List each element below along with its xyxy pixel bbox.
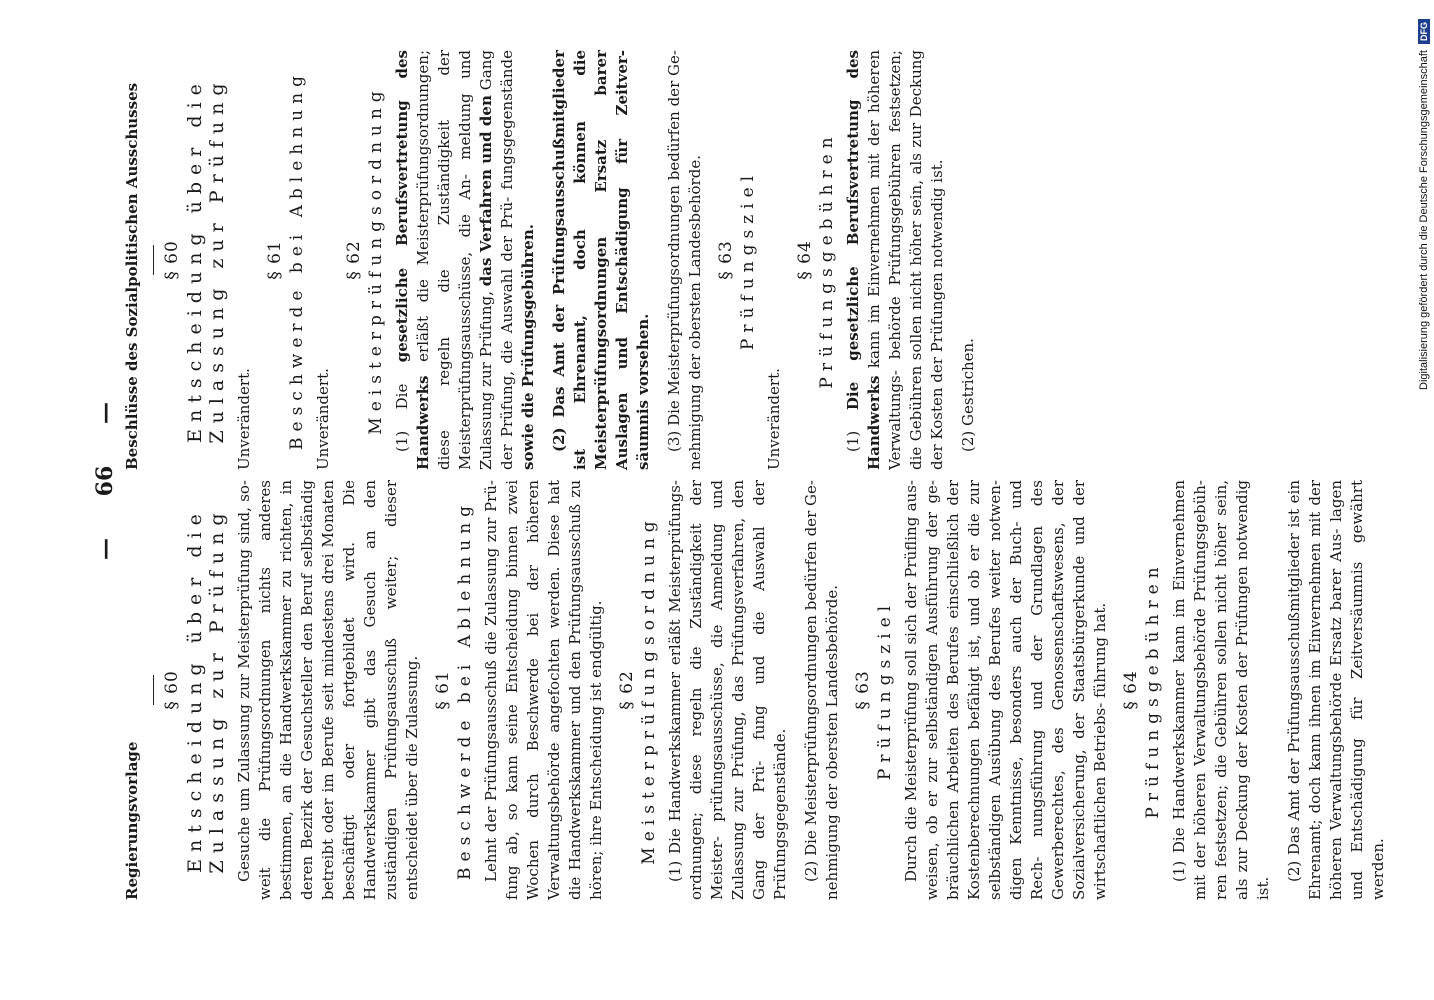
left-section-63-body: Durch die Meisterprüfung soll sich der Prüfling aus- weisen, ob er zur selbständigen Ausführung der ge- bräuchlichen Arbeiten des Berufes einschließlich der Kostenberechnungen befähigt ist, und ob er die zur selbständigen Ausübung des Berufes weiter notwen- digen Kenntnisse, besonders auch der Buch- und Rech- nungsführung und der Grundlagen des Gewerberechtes, des Genossenschaftswesens, der Sozialversicherung, der Staatsbürgerkunde und der wirtschaftlichen Betriebs- führung hat. bbox=[902, 480, 1109, 900]
right-section-62-title: Meisterprüfungsordnung bbox=[366, 85, 386, 435]
right-section-60-number: § 60 bbox=[162, 240, 182, 280]
bold-text-run: das Verfahren und den bbox=[477, 95, 495, 287]
divider bbox=[153, 245, 154, 275]
left-section-61-body: Lehnt der Prüfungsausschuß die Zulassung zur Prü- fung ab, so kann seine Entscheidung binnen zwei Wochen durch Beschwerde bei der höheren Verwaltungsbehörde angefochten werden. Diese hat die Handwerkskammer und den Prüfungsausschuß zu hören; ihre Entscheidung ist endgültig. bbox=[482, 480, 605, 900]
left-section-62-para-1: (1) Die Handwerkskammer erläßt Meisterprüfungs- ordnungen; diese regeln die Zuständigkeit der Meister- prüfungsausschüsse, die Anmeldung und Zulassung zur Prüfung, das Prüfungsverfahren, den Gang der Prü- fung und die Auswahl der Prüfungsgegenstände. bbox=[666, 480, 789, 900]
left-section-64-para-1: (1) Die Handwerkskammer kann im Einvernehmen mit der höheren Verwaltungsbehörde Prüfungsgebüh- ren festsetzen; die Gebühren sollen nicht höher sein, als zur Deckung der Kosten der Prüfungen notwendig ist. bbox=[1170, 480, 1272, 900]
left-section-61-title: Beschwerde bei Ablehnung bbox=[455, 500, 475, 880]
text-run: (1) Die bbox=[393, 362, 411, 452]
bold-text-run: sowie die Prüfungsgebühren. bbox=[519, 224, 537, 470]
dash-right: — bbox=[92, 402, 118, 425]
right-section-62-para-1 bbox=[392, 50, 539, 470]
left-section-60-body: Gesuche um Zulassung zur Meisterprüfung sind, so- weit die Prüfungsordnungen nichts anderes bestimmen, an die Handwerkskammer zu richten, in deren Bezirk der Gesuchsteller den Beruf selbständig betreibt oder im Berufe seit mindestens drei Monaten beschäftigt oder fortgebildet wird. Die Handwerkskammer gibt das Gesuch an den zuständigen Prüfungsausschuß weiter; dieser entscheidet über die Zulassung. bbox=[235, 480, 421, 900]
right-column-header: Beschlüsse des Sozialpolitischen Ausschusses bbox=[123, 82, 141, 470]
left-section-63-number: § 63 bbox=[853, 670, 873, 710]
right-section-64-para-2: (2) Gestrichen. bbox=[959, 338, 977, 452]
right-section-63-title: Prüfungsziel bbox=[738, 169, 758, 351]
right-section-61-body: Unverändert. bbox=[314, 368, 332, 470]
bold-text-run: Die gesetzliche Berufsvertretung des Handwerks bbox=[844, 50, 883, 470]
right-section-62-para-3: (3) Die Meisterprüfungsordnungen bedürfen der Ge- nehmigung der obersten Landesbehörde. bbox=[665, 50, 704, 470]
text-run: kann im Einvernehmen mit der höheren Verwaltungs- behörde Prüfungsgebühren festsetzen; die Gebühren sollen nicht höher sein, als zur Deckung der Kosten der Prüfungen notwendig ist. bbox=[865, 50, 946, 470]
dash-left: — bbox=[92, 538, 118, 560]
text-run: erläßt die Meisterprüfungsordnungen; diese regeln die Zuständigkeit der Meisterprüfungsausschüsse, die An- meldung und Zulassung zur Prüfung, bbox=[414, 50, 495, 470]
page-number-line bbox=[92, 402, 118, 560]
left-section-60-title: Entscheidung über die Zulassung zur Prüfung bbox=[184, 506, 228, 874]
right-section-63-body: Unverändert. bbox=[765, 368, 783, 470]
divider bbox=[153, 675, 154, 705]
right-section-61-number: § 61 bbox=[265, 240, 285, 280]
right-section-62-number: § 62 bbox=[344, 240, 364, 280]
page-number: 66 bbox=[92, 465, 118, 497]
text-run: Gang der Prüfung, die Auswahl der Prü- fungsgegenstände bbox=[477, 50, 516, 470]
right-section-60-title: Entscheidung über die Zulassung zur Prüfung bbox=[184, 76, 228, 444]
right-section-61-title: Beschwerde bei Ablehnung bbox=[287, 70, 307, 450]
right-section-64-para-1 bbox=[843, 50, 948, 470]
right-section-63-number: § 63 bbox=[716, 240, 736, 280]
dfg-logo: DFG bbox=[1418, 19, 1430, 44]
right-section-62-para-2: (2) Das Amt der Prüfungsausschußmitglieder ist Ehrenamt, doch können die Meisterprüfungsordnungen Ersatz barer Auslagen und Entschädigung für Zeitver- säumnis vorsehen. bbox=[550, 50, 652, 470]
bold-text-run: gesetzliche Berufsvertretung des Handwerks bbox=[393, 49, 432, 470]
left-section-64-number: § 64 bbox=[1121, 670, 1141, 710]
left-section-64-para-2: (2) Das Amt der Prüfungsausschußmitglieder ist ein Ehrenamt; doch kann ihnen im Einvernehmen mit der höheren Verwaltungsbehörde Ersatz barer Aus- lagen und Entschädigung für Zeitversäumnis gewährt werden. bbox=[1285, 480, 1387, 900]
left-section-63-title: Prüfungsziel bbox=[875, 599, 895, 781]
text-run: (1) bbox=[844, 410, 862, 452]
left-section-64-title: Prüfungsgebühren bbox=[1143, 561, 1163, 819]
left-column-header: Regierungsvorlage bbox=[123, 741, 141, 900]
left-section-61-number: § 61 bbox=[433, 670, 453, 710]
left-column bbox=[122, 480, 1399, 900]
left-section-62-para-2: (2) Die Meisterprüfungsordnungen bedürfen der Ge- nehmigung der obersten Landesbehörde. bbox=[802, 480, 841, 900]
right-section-64-number: § 64 bbox=[795, 240, 815, 280]
dfg-credit-text: Digitalisierung gefördert durch die Deutsche Forschungsgemeinschaft bbox=[1418, 50, 1430, 390]
left-section-62-number: § 62 bbox=[617, 670, 637, 710]
left-section-60-number: § 60 bbox=[162, 670, 182, 710]
right-column bbox=[122, 50, 989, 470]
right-section-64-title: Prüfungsgebühren bbox=[817, 131, 837, 389]
right-section-60-body: Unverändert. bbox=[235, 368, 253, 470]
left-section-62-title: Meisterprüfungsordnung bbox=[639, 515, 659, 865]
dfg-credit bbox=[1418, 19, 1430, 390]
